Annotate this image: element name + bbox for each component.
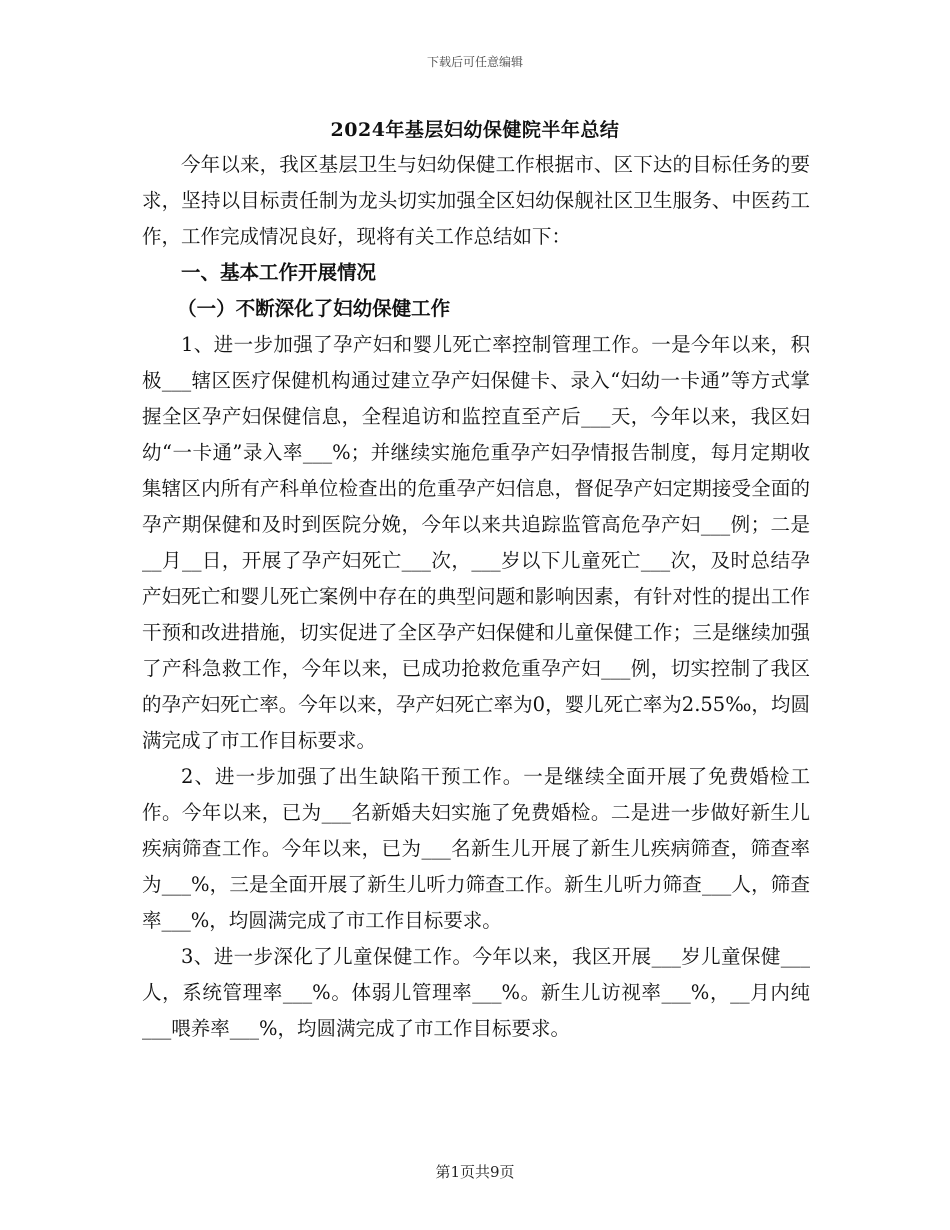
- section-heading: 一、基本工作开展情况: [181, 261, 377, 284]
- paragraph-2: 2、进一步加强了出生缺陷干预工作。一是继续全面开展了免费婚检工作。今年以来，已为___名新婚夫妇实施了免费婚检。二是进一步做好新生儿疾病筛查工作。今年以来，已为___名新生儿开展了新生儿疾病筛查，筛查率为___%，三是全面开展了新生儿听力筛查工作。新生儿听力筛查___人，筛查率___%，均圆满完成了市工作目标要求。: [142, 765, 810, 932]
- subsection-heading: （一）不断深化了妇幼保健工作: [177, 297, 451, 320]
- document-title: 2024年基层妇幼保健院半年总结: [330, 119, 620, 141]
- paragraph-3: 3、进一步深化了儿童保健工作。今年以来，我区开展___岁儿童保健___人，系统管理率___%。体弱儿管理率___%。新生儿访视率___%，__月内纯___喂养率___%，均圆满完成了市工作目标要求。: [142, 945, 810, 1040]
- page-footer: 第1页共9页: [435, 1163, 515, 1181]
- header-note: 下载后可任意编辑: [426, 55, 523, 69]
- paragraph-1: 1、进一步加强了孕产妇和婴儿死亡率控制管理工作。一是今年以来，积极___辖区医疗保健机构通过建立孕产妇保健卡、录入“妇幼一卡通”等方式掌握全区孕产妇保健信息，全程追访和监控直至产后___天，今年以来，我区妇幼“一卡通”录入率___%；并继续实施危重孕产妇孕情报告制度，每月定期收集辖区内所有产科单位检查出的危重孕产妇信息，督促孕产妇定期接受全面的孕产期保健和及时到医院分娩，今年以来共追踪监管高危孕产妇___例；二是__月__日，开展了孕产妇死亡___次，___岁以下儿童死亡___次，及时总结孕产妇死亡和婴儿死亡案例中存在的典型问题和影响因素，有针对性的提出工作干预和改进措施，切实促进了全区孕产妇保健和儿童保健工作；三是继续加强了产科急救工作，今年以来，已成功抢救危重孕产妇___例，切实控制了我区的孕产妇死亡率。今年以来，孕产妇死亡率为0，婴儿死亡率为2.55‰，均圆满完成了市工作目标要求。: [142, 333, 810, 752]
- intro-paragraph: 今年以来，我区基层卫生与妇幼保健工作根据市、区下达的目标任务的要求，坚持以目标责任制为龙头切实加强全区妇幼保舰社区卫生服务、中医药工作，工作完成情况良好，现将有关工作总结如下：: [142, 153, 810, 248]
- document-body: [142, 147, 810, 1047]
